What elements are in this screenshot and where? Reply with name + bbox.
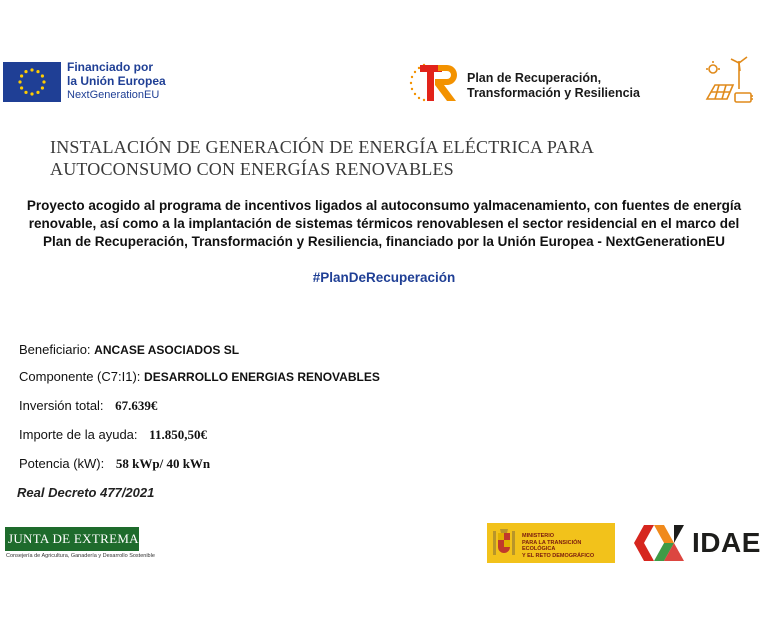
ministerio-line-1: MINISTERIO	[522, 533, 555, 539]
beneficiario-row	[19, 342, 239, 358]
potencia-row	[19, 456, 210, 472]
ministerio-line-3: Y EL RETO DEMOGRÁFICO	[522, 552, 595, 559]
tr-monogram-icon	[408, 59, 464, 105]
inversion-label: Inversión total:	[19, 398, 104, 413]
description-line-2: renovable, así como a la implantación de sistemas térmicos renovablesen el sector residencial en el marco del	[28, 216, 740, 231]
title-line-1: INSTALACIÓN DE GENERACIÓN DE ENERGÍA ELÉCTRICA PARA	[50, 137, 595, 157]
renewable-energy-icon	[703, 55, 757, 107]
ministerio-line-2: PARA LA TRANSICIÓN ECOLÓGICA	[522, 539, 582, 552]
inversion-row	[19, 398, 157, 414]
idae-logo-icon	[630, 521, 688, 565]
ministerio-text	[522, 533, 614, 559]
recovery-plan-line-2: Transformación y Resiliencia	[467, 86, 640, 100]
importe-label: Importe de la ayuda:	[19, 427, 138, 442]
componente-value: DESARROLLO ENERGIAS RENOVABLES	[144, 370, 380, 384]
eu-flag-logo	[3, 62, 61, 102]
eu-stars-icon	[3, 62, 61, 102]
junta-subtitle: Consejería de Agricultura, Ganadería y Desarrollo Sostenible	[6, 553, 155, 559]
componente-row	[19, 369, 380, 385]
project-description	[10, 197, 758, 251]
componente-label: Componente (C7:I1):	[19, 369, 141, 384]
inversion-value: 67.639€	[115, 398, 158, 413]
description-line-3: Plan de Recuperación, Transformación y Resiliencia, financiado por la Unión Europea - NextGenerationEU	[43, 234, 725, 249]
beneficiario-value: ANCASE ASOCIADOS SL	[94, 343, 240, 357]
real-decreto: Real Decreto 477/2021	[17, 485, 155, 500]
idae-wordmark: IDAE	[692, 527, 761, 558]
description-line-1: Proyecto acogido al programa de incentivos ligados al autoconsumo yalmacenamiento, con fuentes de energía	[26, 198, 742, 213]
eu-line-1: Financiado por	[67, 60, 154, 74]
page-title	[50, 136, 730, 180]
recovery-plan-logo	[408, 59, 464, 105]
title-line-2: AUTOCONSUMO CON ENERGÍAS RENOVABLES	[50, 159, 454, 179]
eu-line-2: la Unión Europea	[67, 74, 166, 88]
eu-line-3: NextGenerationEU	[67, 89, 160, 101]
importe-value: 11.850,50€	[149, 427, 207, 442]
beneficiario-label: Beneficiario:	[19, 342, 91, 357]
coat-of-arms-icon	[491, 527, 517, 559]
importe-row	[19, 427, 207, 443]
hashtag: #PlanDeRecuperación	[312, 270, 456, 285]
recovery-plan-line-1: Plan de Recuperación,	[467, 71, 602, 85]
junta-name: JUNTA DE EXTREMADURA	[8, 531, 177, 546]
recovery-plan-text	[467, 71, 692, 101]
potencia-value: 58 kWp/ 40 kWn	[115, 456, 211, 471]
potencia-label: Potencia (kW):	[19, 456, 105, 471]
eu-funding-text	[67, 60, 237, 102]
